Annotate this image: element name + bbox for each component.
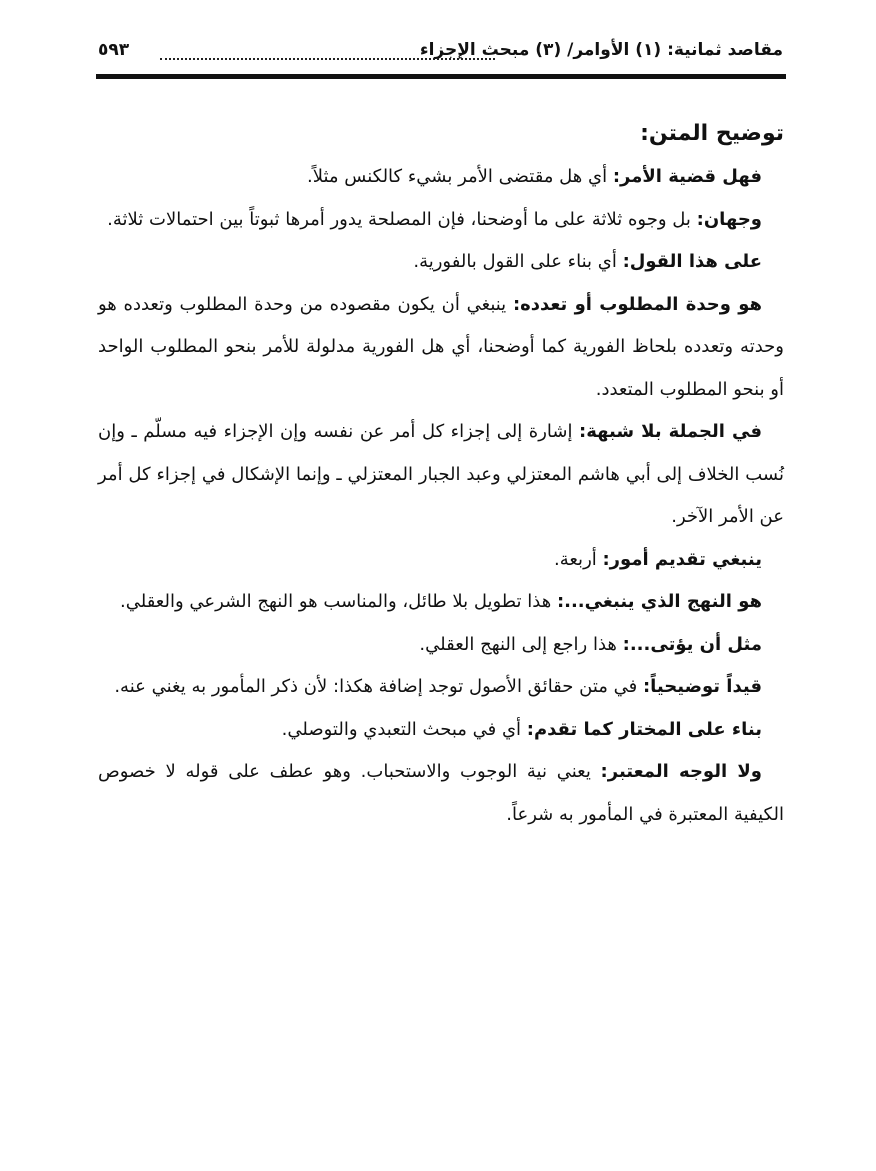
paragraph — [98, 624, 784, 667]
paragraph-text: أي هل مقتضى الأمر بشيء كالكنس مثلاً. — [307, 166, 613, 187]
paragraph-text: يعني نية الوجوب والاستحباب. وهو عطف على قوله لا خصوص الكيفية المعتبرة في المأمور به شرعاً. — [98, 761, 784, 825]
header-rule — [96, 74, 786, 79]
paragraph-text: أربعة. — [554, 548, 603, 570]
paragraph — [98, 709, 784, 752]
paragraph-term: في الجملة بلا شبهة: — [579, 421, 762, 442]
paragraph — [98, 284, 784, 412]
paragraph — [98, 539, 784, 582]
header-dot-leader — [160, 58, 495, 60]
paragraph-term: هو النهج الذي ينبغي...: — [556, 591, 762, 612]
paragraph-term: على هذا القول: — [622, 251, 762, 272]
paragraph-term: ولا الوجه المعتبر: — [600, 761, 762, 782]
paragraph-text: بل وجوه ثلاثة على ما أوضحنا، فإن المصلحة يدور أمرها ثبوتاً بين احتمالات ثلاثة. — [107, 208, 697, 230]
page-header — [98, 36, 783, 76]
paragraph-text: هذا تطويل بلا طائل، والمناسب هو النهج الشرعي والعقلي. — [120, 591, 557, 612]
body-text — [98, 112, 784, 836]
paragraph — [98, 666, 784, 709]
paragraph-term: هو وحدة المطلوب أو تعدده: — [512, 293, 762, 315]
paragraph-term: وجهان: — [696, 208, 762, 230]
paragraph-text: في متن حقائق الأصول توجد إضافة هكذا: لأن ذكر المأمور به يغني عنه. — [114, 676, 643, 697]
paragraph-text: ينبغي أن يكون مقصوده من وحدة المطلوب وتعدده هو وحدته وتعدده بلحاظ الفورية كما أوضحنا، أي هل الفورية مدلولة للأمر بنحو المطلوب الواحد أو بنحو المطلوب المتعدد. — [98, 293, 784, 400]
page-number: ٥٩٣ — [98, 40, 130, 60]
paragraph — [98, 199, 784, 242]
paragraph — [98, 241, 784, 284]
paragraph — [98, 411, 784, 539]
paragraph-text: أي بناء على القول بالفورية. — [413, 251, 623, 272]
paragraph-text: إشارة إلى إجزاء كل أمر عن نفسه وإن الإجزاء فيه مسلّم ـ وإن نُسب الخلاف إلى أبي هاشم المعتزلي وعبد الجبار المعتزلي ـ وإنما الإشكال في إجزاء كل أمر عن الأمر الآخر. — [98, 421, 784, 527]
paragraph — [98, 581, 784, 624]
paragraph-text: أي في مبحث التعبدي والتوصلي. — [281, 718, 527, 740]
paragraph — [98, 156, 784, 199]
paragraph-term: مثل أن يؤتى...: — [622, 633, 762, 655]
paragraph — [98, 751, 784, 836]
paragraph-term: بناء على المختار كما تقدم: — [526, 718, 762, 740]
paragraph-term: ينبغي تقديم أمور: — [602, 548, 762, 570]
paragraph-text: هذا راجع إلى النهج العقلي. — [419, 633, 623, 655]
paragraph-term: قيداً توضيحياً: — [642, 676, 762, 697]
section-title: توضيح المتن: — [640, 121, 784, 146]
running-head: مقاصد ثمانية: (١) الأوامر/ (٣) مبحث الإجزاء — [419, 40, 783, 60]
paragraph-term: فهل قضية الأمر: — [612, 166, 762, 187]
